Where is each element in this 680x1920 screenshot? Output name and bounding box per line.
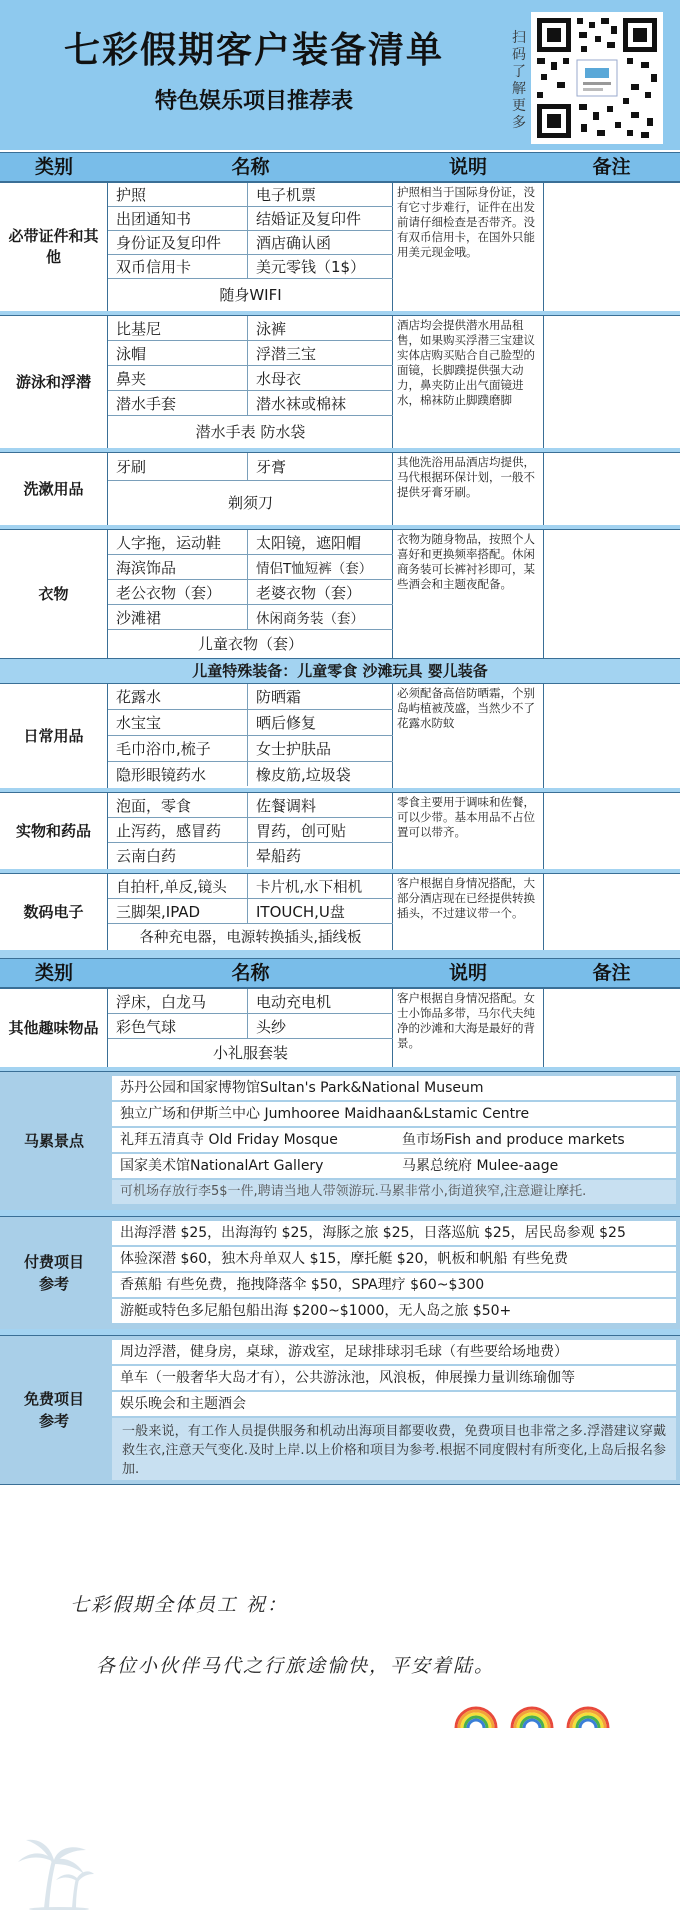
attraction-gallery: 国家美术馆NationalArt Gallery [120, 1158, 324, 1174]
item-row [108, 1039, 393, 1065]
category-label [0, 1217, 108, 1329]
item: 潜水手套 [108, 391, 248, 415]
item: 泳帽 [108, 341, 248, 365]
item-grid [108, 989, 393, 1067]
free-line: 周边浮潜，健身房，桌球，游戏室，足球排球羽毛球（有些要给场地费） [112, 1340, 676, 1364]
item: 老婆衣物（套） [256, 583, 362, 602]
section-note: 客户根据自身情况搭配，大部分酒店现在已经提供转换插头，不过建议带一个。 [397, 876, 535, 920]
header-description: 说明 [448, 962, 487, 984]
remark-cell [543, 793, 680, 869]
section-fun-items [0, 988, 680, 1068]
item-row [108, 391, 393, 416]
item: 出团通知书 [108, 207, 248, 230]
item-row [108, 874, 393, 899]
free-line: 单车（一般奢华大岛才有），公共游泳池，风浪板，伸展操力量训练瑜伽等 [112, 1366, 676, 1390]
item-grid [108, 684, 393, 788]
paid-line: 体验深潜 $60，独木舟单双人 $15，摩托艇 $20，帆板和帆船 有些免费 [112, 1247, 676, 1271]
item: 身份证及复印件 [108, 231, 248, 254]
item: 卡片机,水下相机 [256, 879, 363, 896]
item-row [108, 580, 393, 605]
item: ITOUCH,U盘 [256, 902, 345, 921]
item-row [108, 366, 393, 391]
item-row [108, 231, 393, 255]
section-documents [0, 182, 680, 312]
attraction-line [112, 1154, 676, 1178]
item-row [108, 453, 393, 481]
item-grid [108, 530, 393, 658]
item: 各种充电器，电源转换插头,插线板 [139, 929, 362, 946]
section-note: 护照相当于国际身份证，没有它寸步难行，证件在出发前请仔细检查是否带齐。没有双币信用卡，在国外只能用美元现金哦。 [397, 185, 535, 259]
remark-cell [543, 989, 680, 1067]
item: 女士护肤品 [256, 740, 332, 758]
item: 老公衣物（套） [108, 580, 248, 604]
item-row [108, 316, 393, 341]
attraction-line: 苏丹公园和国家博物馆Sultan's Park&National Museum [112, 1076, 676, 1100]
table-header [0, 152, 680, 182]
item-row [108, 630, 393, 656]
remark-cell [543, 874, 680, 950]
section-free [0, 1335, 680, 1485]
item: 止泻药，感冒药 [108, 818, 248, 842]
item-row [108, 416, 393, 446]
section-swimming [0, 315, 680, 449]
remark-cell [543, 183, 680, 311]
item-grid [108, 453, 393, 525]
section-toiletries [0, 452, 680, 526]
category-label: 必带证件和其他 [0, 183, 108, 311]
palm-tree-icon [14, 1820, 94, 1910]
item: 儿童衣物（套） [197, 634, 303, 653]
item: 泳裤 [256, 319, 287, 338]
item: 毛巾浴巾,梳子 [108, 736, 248, 761]
free-line: 娱乐晚会和主题酒会 [112, 1392, 676, 1416]
section-clothing [0, 529, 680, 659]
item: 情侣T恤短裤（套） [256, 561, 373, 577]
item: 花露水 [108, 684, 248, 709]
item-row [108, 279, 393, 309]
item: 彩色气球 [108, 1014, 248, 1038]
item: 海滨饰品 [108, 555, 248, 579]
remark-cell [543, 453, 680, 525]
item: 沙滩裙 [108, 605, 248, 629]
item: 晕船药 [256, 846, 302, 865]
item: 潜水手表 防水袋 [195, 422, 306, 441]
item-row [108, 207, 393, 231]
item: 自拍杆,单反,镜头 [108, 874, 248, 898]
item-grid [108, 183, 393, 311]
item: 佐餐调料 [256, 796, 317, 815]
item: 比基尼 [108, 316, 248, 340]
item-grid [108, 874, 393, 950]
page-header [0, 0, 680, 150]
item: 休闲商务装（套） [256, 611, 364, 627]
item-row [108, 989, 393, 1014]
category-label: 实物和药品 [0, 793, 108, 869]
item: 防晒霜 [256, 688, 302, 706]
item: 小礼服套装 [212, 1043, 288, 1062]
section-daily [0, 683, 680, 789]
remark-cell [543, 530, 680, 658]
paid-line: 游艇或特色多尼船包船出海 $200~$1000，无人岛之旅 $50+ [112, 1299, 676, 1323]
item: 电动充电机 [256, 992, 332, 1011]
section-electronics [0, 873, 680, 951]
item-grid [108, 793, 393, 869]
category-label: 数码电子 [0, 874, 108, 950]
item: 美元零钱（1$） [256, 258, 366, 276]
header-category: 类别 [34, 156, 73, 178]
item-row [108, 183, 393, 207]
attraction-tip: 可机场存放行李5$一件,聘请当地人带领游玩.马累非常小,街道狭窄,注意避让摩托. [112, 1180, 676, 1204]
item: 随身WIFI [219, 285, 282, 304]
item: 水母衣 [256, 369, 302, 388]
item-row [108, 924, 393, 948]
item-row [108, 341, 393, 366]
category-label [0, 1336, 108, 1484]
item: 隐形眼镜药水 [108, 762, 248, 786]
item: 胃药，创可贴 [256, 821, 347, 840]
rainbow-icon [454, 1694, 614, 1730]
header-remark: 备注 [592, 156, 631, 178]
item: 水宝宝 [108, 710, 248, 735]
scan-hint: 扫码了解更多 [512, 30, 526, 131]
section-note: 客户根据自身情况搭配。女士小饰品多带，马尔代夫纯净的沙滩和大海是最好的背景。 [397, 991, 535, 1050]
item-row [108, 605, 393, 630]
attraction-mosque: 礼拜五清真寺 Old Friday Mosque [120, 1132, 338, 1148]
header-category: 类别 [34, 962, 73, 984]
item-row [108, 818, 393, 843]
item-row [108, 793, 393, 818]
attraction-line: 独立广场和伊斯兰中心 Jumhooree Maidhaan&Lstamic Centre [112, 1102, 676, 1126]
free-note: 一般来说，有工作人员提供服务和机动出海项目都要收费，免费项目也非常之多.浮潜建议穿戴救生衣,注意天气变化.及时上岸.以上价格和项目为参考.根据不同度假村有所变化,上岛后报名参加. [112, 1418, 676, 1480]
kids-banner: 儿童特殊装备：儿童零食 沙滩玩具 婴儿装备 [0, 658, 680, 683]
item-row [108, 736, 393, 762]
divider [0, 950, 680, 958]
item: 酒店确认函 [256, 234, 332, 252]
item: 牙刷 [108, 453, 248, 480]
category-label: 衣物 [0, 530, 108, 658]
item: 剃须刀 [227, 493, 273, 512]
item: 晒后修复 [256, 714, 317, 732]
item: 护照 [108, 183, 248, 206]
attraction-palace: 马累总统府 Mulee-aage [402, 1158, 559, 1174]
item: 牙膏 [256, 458, 287, 476]
header-description: 说明 [448, 156, 487, 178]
item-row [108, 710, 393, 736]
section-note: 必须配备高倍防晒霜，个别岛屿植被茂盛，当然少不了花露水防蚊 [397, 686, 535, 730]
item-row [108, 899, 393, 924]
page-subtitle: 特色娱乐项目推荐表 [154, 89, 353, 114]
paid-line: 香蕉船 有些免费，拖拽降落伞 $50，SPA理疗 $60~$300 [112, 1273, 676, 1297]
category-label: 马累景点 [23, 1132, 84, 1150]
item-row [108, 555, 393, 580]
item-row [108, 684, 393, 710]
item: 结婚证及复印件 [256, 210, 362, 228]
section-paid [0, 1216, 680, 1330]
item: 云南白药 [108, 843, 248, 867]
item: 三脚架,IPAD [108, 899, 248, 923]
item: 泡面，零食 [108, 793, 248, 817]
wish-line: 各位小伙伴马代之行旅途愉快，平安着陆。 [96, 1655, 496, 1677]
qr-code-icon[interactable] [531, 12, 663, 144]
item: 双币信用卡 [108, 255, 248, 278]
greeting-line: 七彩假期全体员工 祝： [70, 1594, 289, 1616]
section-note: 其他洗浴用品酒店均提供，马代根据环保计划，一般不提供牙膏牙刷。 [397, 455, 535, 499]
section-note: 衣物为随身物品，按照个人喜好和更换频率搭配。休闲商务装可长裤衬衫即可，某些酒会和主题夜配备。 [397, 532, 535, 591]
item-row [108, 762, 393, 786]
item: 太阳镜，遮阳帽 [256, 533, 362, 552]
item: 人字拖，运动鞋 [108, 530, 248, 554]
section-food-medicine [0, 792, 680, 870]
item-row [108, 530, 393, 555]
section-note: 酒店均会提供潜水用品租售，如果购买浮潜三宝建议实体店购买贴合自己脸型的面镜，长脚蹼提供强大动力，鼻夹防止出气面镜进水，棉袜防止脚蹼磨脚 [397, 318, 535, 407]
header-name: 名称 [231, 962, 270, 984]
table-header [0, 958, 680, 988]
item: 头纱 [256, 1017, 287, 1036]
item: 浮潜三宝 [256, 344, 317, 363]
item: 浮床，白龙马 [108, 989, 248, 1013]
item-row [108, 843, 393, 867]
item-row [108, 255, 393, 279]
paid-line: 出海浮潜 $25，出海海钓 $25，海豚之旅 $25，日落巡航 $25，居民岛参观 $25 [112, 1221, 676, 1245]
item: 电子机票 [256, 186, 317, 204]
header-remark: 备注 [592, 962, 631, 984]
paid-category: 付费项目参考 [24, 1253, 85, 1293]
category-label: 日常用品 [0, 684, 108, 788]
item-row [108, 481, 393, 523]
attraction-market: 鱼市场Fish and produce markets [402, 1132, 625, 1148]
item-row [108, 1014, 393, 1039]
section-note: 零食主要用于调味和佐餐，可以少带。基本用品不占位置可以带齐。 [397, 795, 535, 839]
item: 橡皮筋,垃圾袋 [256, 765, 351, 784]
category-label: 其他趣味物品 [0, 989, 108, 1067]
item-grid [108, 316, 393, 448]
item: 潜水袜或棉袜 [256, 394, 347, 413]
remark-cell [543, 316, 680, 448]
header-name: 名称 [231, 156, 270, 178]
remark-cell [543, 684, 680, 788]
section-attractions [0, 1071, 680, 1211]
category-label: 游泳和浮潜 [0, 316, 108, 448]
item: 鼻夹 [108, 366, 248, 390]
attraction-line [112, 1128, 676, 1152]
free-category: 免费项目参考 [24, 1390, 85, 1430]
page-title: 七彩假期客户装备清单 [63, 30, 444, 71]
category-label: 洗漱用品 [0, 453, 108, 525]
